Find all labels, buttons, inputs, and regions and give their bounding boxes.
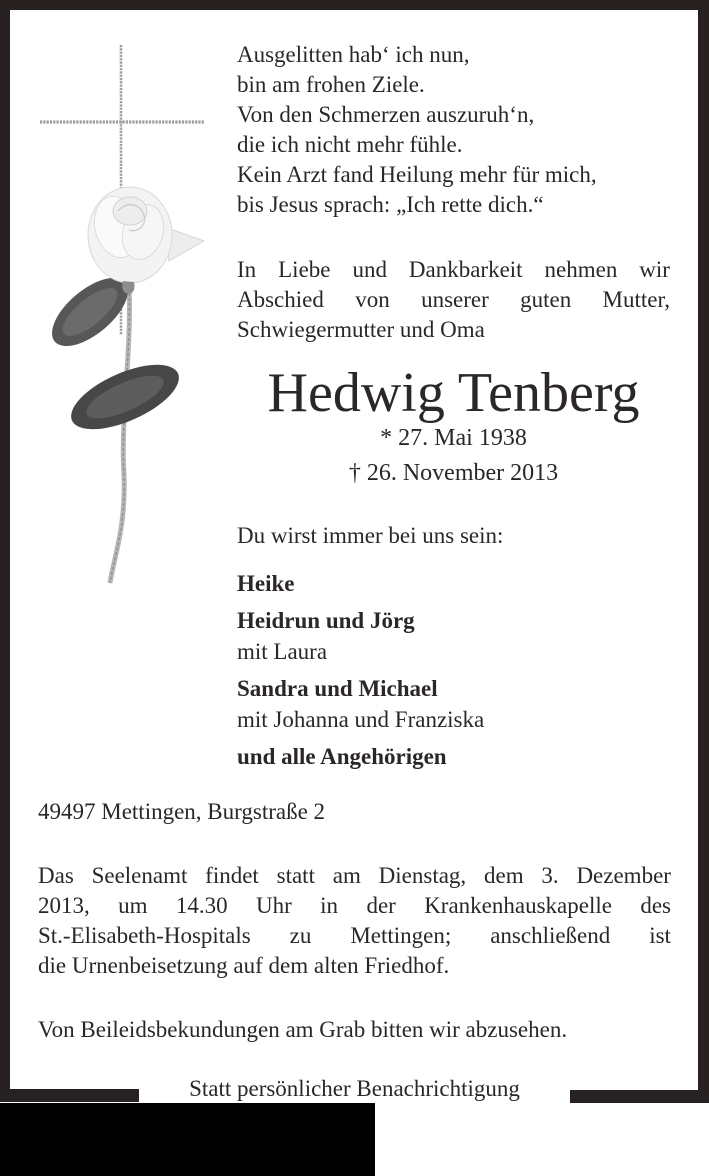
text-line: Sandra und Michael [237, 676, 438, 701]
memorial-poem [237, 40, 597, 220]
text-line: Heike [237, 571, 295, 596]
text-line: bis Jesus sprach: „Ich rette dich.“ [237, 192, 544, 217]
text-line: die Urnenbeisetzung auf dem alten Friedhof. [38, 953, 450, 978]
intro-paragraph [237, 255, 670, 345]
rose-and-cross-image [30, 35, 215, 595]
death-date: † 26. November 2013 [348, 460, 559, 486]
rose-leaves [41, 266, 188, 443]
text-line: Abschied von unserer guten Mutter, [237, 287, 670, 312]
rose-bloom [88, 187, 204, 294]
text-line: Heidrun und Jörg [237, 608, 415, 633]
text-line: Kein Arzt fand Heilung mehr für mich, [237, 162, 597, 187]
mourners-list [237, 562, 484, 772]
footer-note: Statt persönlicher Benachrichtigung [189, 1076, 520, 1101]
farewell-line: Du wirst immer bei uns sein: [237, 523, 504, 548]
redaction-box [0, 1103, 375, 1176]
birth-date: * 27. Mai 1938 [380, 425, 527, 451]
text-line: mit Laura [237, 639, 328, 664]
life-dates [237, 421, 670, 491]
service-info-paragraph [38, 861, 671, 981]
deceased-name: Hedwig Tenberg [267, 362, 640, 424]
text-line: Schwiegermutter und Oma [237, 317, 485, 342]
address-line: 49497 Mettingen, Burgstraße 2 [38, 799, 326, 824]
text-line: die ich nicht mehr fühle. [237, 132, 463, 157]
text-line: Das Seelenamt findet statt am Dienstag, dem 3. Dezember [38, 863, 671, 888]
text-line: Ausgelitten hab‘ ich nun, [237, 42, 470, 67]
condolence-note: Von Beileidsbekundungen am Grab bitten wir abzusehen. [38, 1017, 568, 1042]
text-line: und alle Angehörigen [237, 744, 447, 769]
text-line: Von den Schmerzen auszuruh‘n, [237, 102, 535, 127]
text-line: 2013, um 14.30 Uhr in der Krankenhauskapelle des [38, 893, 671, 918]
text-line: bin am frohen Ziele. [237, 72, 425, 97]
text-line: mit Johanna und Franziska [237, 707, 485, 732]
text-line: In Liebe und Dankbarkeit nehmen wir [237, 257, 670, 282]
text-line: St.-Elisabeth-Hospitals zu Mettingen; anschließend ist [38, 923, 671, 948]
